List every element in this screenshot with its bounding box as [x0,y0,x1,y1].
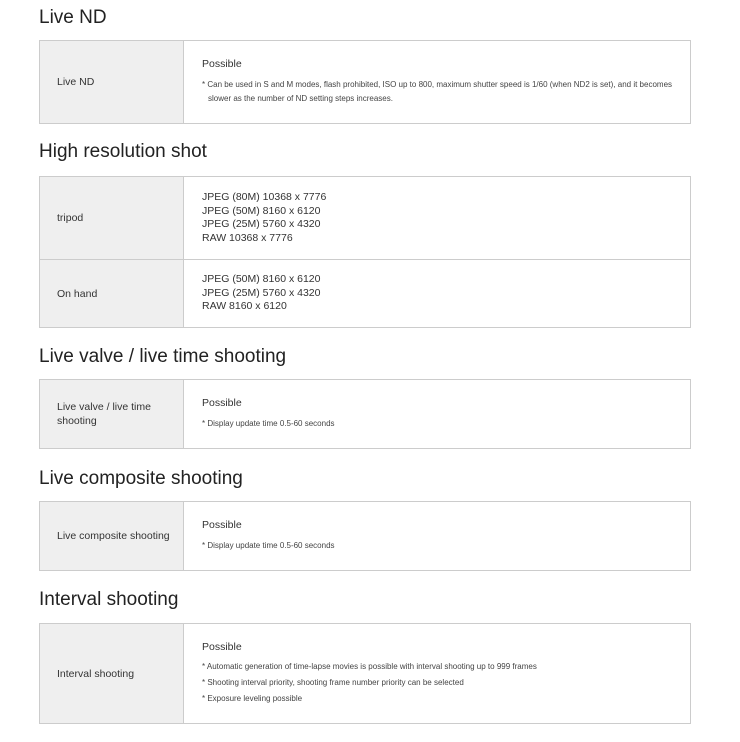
footnote: * Can be used in S and M modes, flash prohibited, ISO up to 800, maximum shutter speed is 1/60 (when ND2 is set), and it becomes slower as the number of ND setting steps increases. [202,79,673,103]
row-value [184,380,690,448]
row-label: tripod [40,177,184,259]
value-text: JPEG (50M) 8160 x 6120 [202,204,321,217]
table-row [40,41,690,123]
footnote: * Automatic generation of time-lapse movies is possible with interval shooting up to 999 frames [202,662,537,672]
value-text: Possible [202,519,242,532]
spec-table [39,40,691,124]
value-text: Possible [202,640,242,653]
row-label: Live ND [40,41,184,123]
row-label: Live composite shooting [40,502,184,570]
row-value [184,260,690,327]
table-row [40,624,690,723]
footnote: * Shooting interval priority, shooting frame number priority can be selected [202,678,464,688]
row-label: Interval shooting [40,624,184,723]
table-row [40,177,690,259]
row-value [184,41,690,123]
row-label: On hand [40,260,184,327]
value-text: Possible [202,58,242,71]
value-text: JPEG (50M) 8160 x 6120 [202,273,321,286]
row-value [184,502,690,570]
value-text: JPEG (25M) 5760 x 4320 [202,218,321,230]
section-title: Interval shooting [39,589,179,610]
spec-table [39,176,691,328]
value-text: RAW 10368 x 7776 [202,231,293,244]
row-value [184,177,690,259]
spec-table [39,379,691,449]
section-title: Live ND [39,7,107,28]
value-text: RAW 8160 x 6120 [202,300,287,313]
section-title: Live composite shooting [39,468,243,489]
table-row [40,502,690,570]
section-title: High resolution shot [39,141,207,162]
row-label: Live valve / live time shooting [40,380,184,448]
row-value [184,624,690,723]
section-title: Live valve / live time shooting [39,346,287,367]
value-text: Possible [202,397,242,410]
footnote: * Display update time 0.5-60 seconds [202,540,335,550]
footnote: * Display update time 0.5-60 seconds [202,418,335,428]
value-text: JPEG (80M) 10368 x 7776 [202,191,327,203]
value-text: JPEG (25M) 5760 x 4320 [202,286,321,299]
table-row [40,380,690,448]
footnote: * Exposure leveling possible [202,694,303,704]
spec-table [39,623,691,724]
table-row [40,259,690,327]
spec-table [39,501,691,571]
